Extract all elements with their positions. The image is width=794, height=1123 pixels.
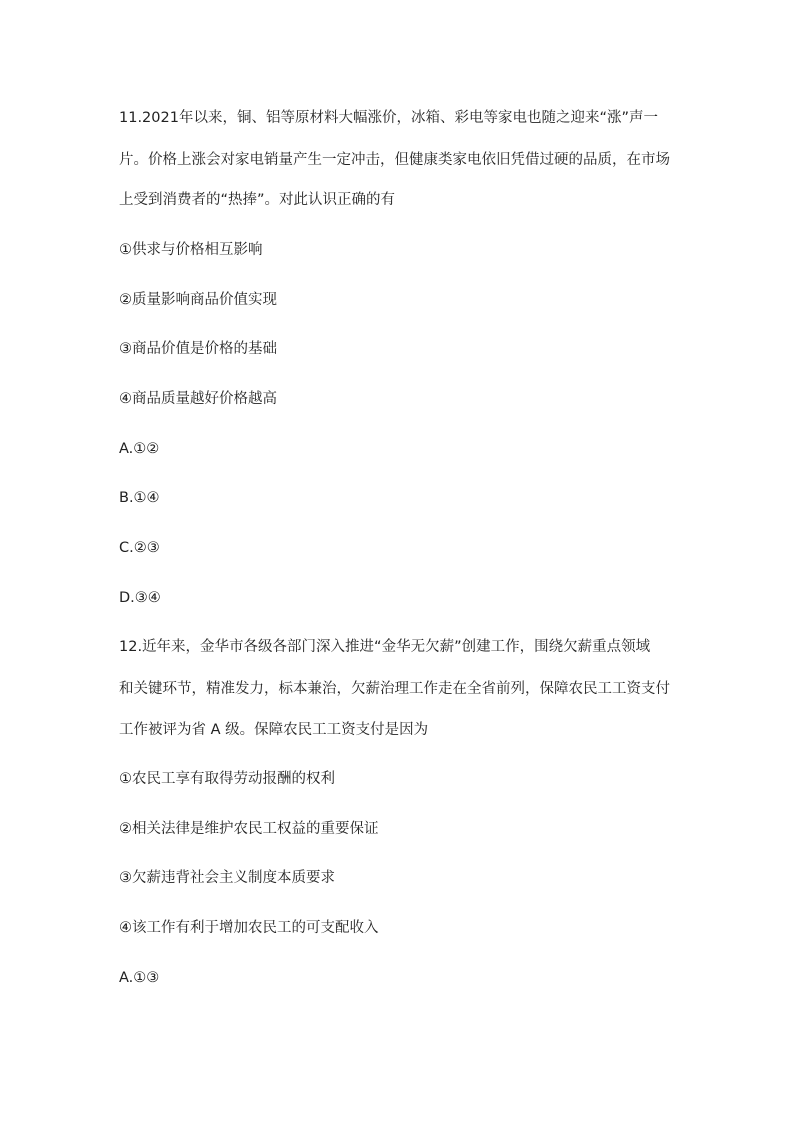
q11-statement-4: ④商品质量越好价格越高 (119, 391, 277, 407)
q11-option-c: C.②③ (119, 540, 160, 556)
q11-stem-line-1: 11.2021年以来，铜、铝等原材料大幅涨价，冰箱、彩电等家电也随之迎来“涨”声一 (119, 110, 658, 126)
q12-stem-line-2: 和关键环节，精准发力，标本兼治，欠薪治理工作走在全省前列，保障农民工工资支付 (119, 681, 670, 697)
q12-statement-1: ①农民工享有取得劳动报酬的权利 (119, 771, 335, 787)
q11-statement-2: ②质量影响商品价值实现 (119, 292, 277, 308)
q12-statement-4: ④该工作有利于增加农民工的可支配收入 (119, 920, 379, 936)
q12-stem-line-3: 工作被评为省 A 级。保障农民工工资支付是因为 (119, 722, 429, 738)
q11-option-d: D.③④ (119, 590, 161, 606)
q12-statement-3: ③欠薪违背社会主义制度本质要求 (119, 870, 335, 886)
q11-statement-3: ③商品价值是价格的基础 (119, 341, 277, 357)
q11-option-b: B.①④ (119, 490, 160, 506)
q11-statement-1: ①供求与价格相互影响 (119, 242, 263, 258)
q12-statement-2: ②相关法律是维护农民工权益的重要保证 (119, 821, 379, 837)
q11-stem-line-3: 上受到消费者的“热捧”。对此认识正确的有 (119, 192, 396, 208)
q12-option-a: A.①③ (119, 970, 160, 986)
q11-stem-line-2: 片。价格上涨会对家电销量产生一定冲击，但健康类家电依旧凭借过硬的品质，在市场 (119, 152, 670, 168)
q11-option-a: A.①② (119, 441, 160, 457)
q12-stem-line-1: 12.近年来，金华市各级各部门深入推进“金华无欠薪”创建工作，围绕欠薪重点领域 (119, 639, 651, 655)
